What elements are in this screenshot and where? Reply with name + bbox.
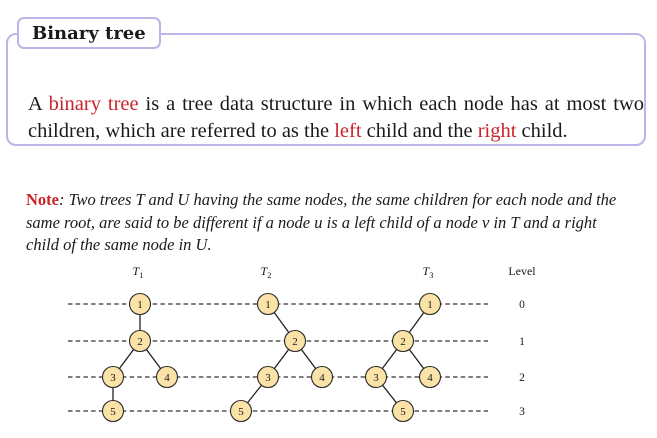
note-paragraph [26, 189, 626, 257]
binary-trees-diagram [0, 258, 657, 438]
tree-t1 [103, 264, 178, 422]
definition-box [6, 33, 646, 146]
level-number-2: 2 [519, 372, 525, 384]
level-number-1: 1 [519, 336, 525, 348]
note-body: : Two trees T and U having the same nodes, the same children for each node and the same root, are said to be different if a node u is a left child of a node v in T and a right child of the same node in U. [26, 190, 617, 254]
node-label-5: 5 [400, 405, 406, 418]
level-number-3: 3 [519, 406, 525, 418]
node-label-3: 3 [373, 371, 379, 384]
node-label-1: 1 [427, 298, 433, 311]
definition-title: Binary tree [17, 17, 161, 49]
node-label-5: 5 [238, 405, 244, 418]
node-label-4: 4 [164, 371, 170, 384]
node-label-2: 2 [137, 335, 143, 348]
term-binary-tree: binary tree [48, 93, 139, 115]
node-label-2: 2 [400, 335, 406, 348]
definition-part: is a tree data structure in which each node has at most two children, which are referred to as the [28, 93, 644, 142]
term-left: left [334, 119, 362, 142]
node-label-2: 2 [292, 335, 298, 348]
node-label-3: 3 [110, 371, 116, 384]
level-header: Level [508, 264, 536, 278]
node-label-3: 3 [265, 371, 271, 384]
node-label-5: 5 [110, 405, 116, 418]
definition-part: child. [516, 119, 568, 142]
node-label-1: 1 [265, 298, 271, 311]
definition-text [28, 91, 644, 144]
tree-t2 [231, 264, 333, 422]
node-label-4: 4 [427, 371, 433, 384]
definition-part: A [28, 93, 49, 115]
tree-label: $T_1$ [132, 264, 144, 280]
tree-label-subscript: 2 [267, 270, 272, 280]
term-right: right [477, 119, 517, 142]
node-label-1: 1 [137, 298, 143, 311]
level-number-0: 0 [519, 299, 525, 311]
definition-part: child and the [361, 119, 478, 142]
tree-label-subscript: 3 [429, 270, 434, 280]
tree-label: $T_3$ [422, 264, 434, 280]
tree-label-subscript: 1 [139, 270, 144, 280]
level-lines [68, 304, 488, 411]
tree-label: $T_2$ [260, 264, 272, 280]
tree-t3 [366, 264, 441, 422]
node-label-4: 4 [319, 371, 325, 384]
note-label: Note [26, 190, 59, 209]
